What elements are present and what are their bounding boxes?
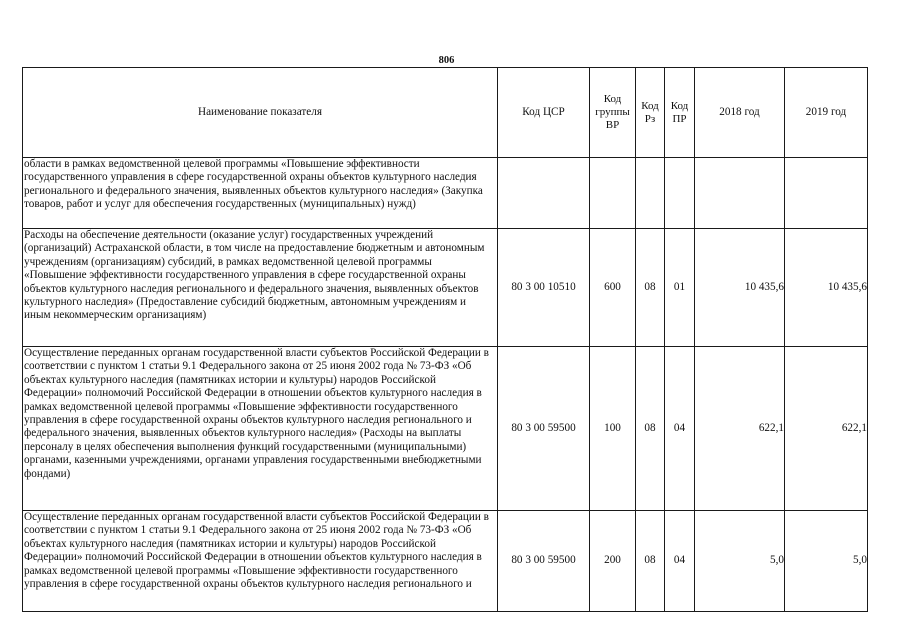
row-vr: 200 <box>590 511 636 612</box>
row-2018: 10 435,6 <box>695 229 785 347</box>
row-pr: 04 <box>665 347 695 511</box>
row-vr: 100 <box>590 347 636 511</box>
row-pr: 01 <box>665 229 695 347</box>
header-2019: 2019 год <box>785 68 868 158</box>
row-name: Осуществление переданных органам государственной власти субъектов Российской Федерации в соответствии с пунктом 1 статьи 9.1 Федерального закона от 25 июня 2002 года № 73-ФЗ «Об объектах культурного наследия (памятниках истории и культуры) народов Российской Федерации» полномочий Российской Федерации в отношении объектов культурного наследия в рамках ведомственной целевой программы «Повышение эффективности государственного управления в сфере государственной охраны объектов культурного наследия регионального и федерального значения, выявленных объектов культурного наследия» (Расходы на выплаты персоналу в целях обеспечения выполнения функций государственными (муниципальными) органами, казенными учреждениями, органами управления государственными внебюджетными фондами) <box>23 347 498 511</box>
page-number: 806 <box>438 55 455 66</box>
table-row <box>23 511 868 612</box>
header-name: Наименование показателя <box>23 68 498 158</box>
table-row <box>23 347 868 511</box>
row-2018: 622,1 <box>695 347 785 511</box>
row-csr: 80 3 00 59500 <box>498 347 590 511</box>
row-rz: 08 <box>636 229 665 347</box>
row-vr <box>590 158 636 229</box>
row-name: области в рамках ведомственной целевой программы «Повышение эффективности государственного управления в сфере государственной охраны объектов культурного наследия регионального и федерального значения, выявленных объектов культурного наследия» (Закупка товаров, работ и услуг для обеспечения государственных (муниципальных) нужд) <box>23 158 498 229</box>
header-vr: Код группы ВР <box>590 68 636 158</box>
table-row <box>23 229 868 347</box>
row-rz: 08 <box>636 511 665 612</box>
row-2018: 5,0 <box>695 511 785 612</box>
row-2019: 622,1 <box>785 347 868 511</box>
row-name: Осуществление переданных органам государственной власти субъектов Российской Федерации в соответствии с пунктом 1 статьи 9.1 Федерального закона от 25 июня 2002 года № 73-ФЗ «Об объектах культурного наследия (памятниках истории и культуры) народов Российской Федерации» полномочий Российской Федерации в отношении объектов культурного наследия в рамках ведомственной целевой программы «Повышение эффективности государственного управления в сфере государственной охраны объектов культурного наследия регионального и <box>23 511 498 612</box>
table-row <box>23 158 868 229</box>
header-rz: Код Рз <box>636 68 665 158</box>
row-pr: 04 <box>665 511 695 612</box>
row-pr <box>665 158 695 229</box>
header-csr: Код ЦСР <box>498 68 590 158</box>
table-header-row <box>23 68 868 158</box>
row-2018 <box>695 158 785 229</box>
header-pr: Код ПР <box>665 68 695 158</box>
row-2019: 5,0 <box>785 511 868 612</box>
row-rz <box>636 158 665 229</box>
row-csr: 80 3 00 59500 <box>498 511 590 612</box>
row-2019 <box>785 158 868 229</box>
row-rz: 08 <box>636 347 665 511</box>
budget-table <box>22 67 868 612</box>
row-csr <box>498 158 590 229</box>
row-2019: 10 435,6 <box>785 229 868 347</box>
header-2018: 2018 год <box>695 68 785 158</box>
row-name: Расходы на обеспечение деятельности (оказание услуг) государственных учреждений (организаций) Астраханской области, в том числе на предоставление бюджетным и автономным учреждениям (организациям) субсидий, в рамках ведомственной целевой программы «Повышение эффективности государственного управления в сфере государственной охраны объектов культурного наследия регионального и федерального значения, выявленных объектов культурного наследия» (Предоставление субсидий бюджетным, автономным учреждениям и иным некоммерческим организациям) <box>23 229 498 347</box>
row-csr: 80 3 00 10510 <box>498 229 590 347</box>
row-vr: 600 <box>590 229 636 347</box>
